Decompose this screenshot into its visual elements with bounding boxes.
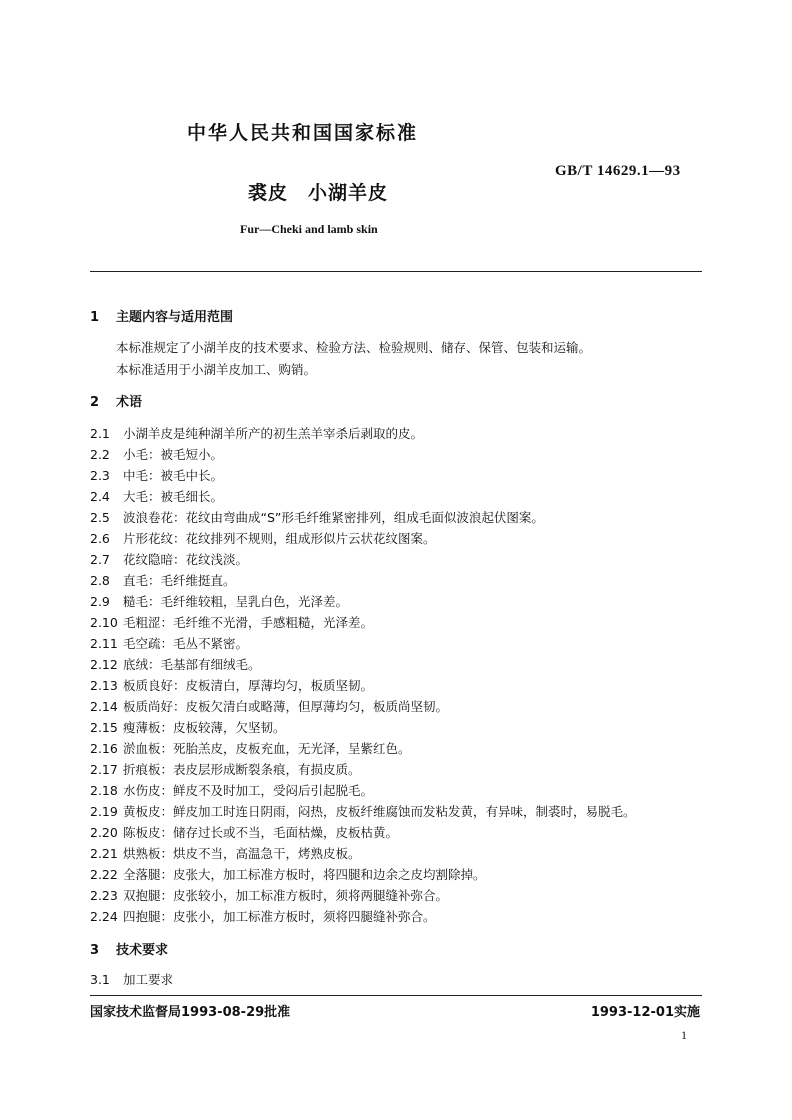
term-item bbox=[90, 718, 286, 736]
term-text: 中毛：被毛中长。 bbox=[123, 468, 224, 483]
section-3-heading bbox=[90, 939, 168, 958]
term-number: 2.7 bbox=[90, 552, 110, 567]
term-text: 小湖羊皮是纯种湖羊所产的初生羔羊宰杀后剥取的皮。 bbox=[123, 426, 424, 441]
term-item bbox=[90, 697, 448, 715]
term-text: 黄板皮：鲜皮加工时连日阴雨，闷热，皮板纤维腐蚀而发粘发黄，有异味，制裘时，易脱毛。 bbox=[123, 804, 636, 819]
term-item bbox=[90, 739, 411, 757]
term-text: 陈板皮：储存过长或不当，毛面枯燥，皮板枯黄。 bbox=[123, 825, 399, 840]
term-number: 2.1 bbox=[90, 426, 110, 441]
term-item bbox=[90, 676, 373, 694]
paragraph: 本标准适用于小湖羊皮加工、购销。 bbox=[116, 362, 317, 377]
term-text: 毛空疏：毛丛不紧密。 bbox=[123, 636, 249, 651]
term-item bbox=[90, 466, 223, 484]
term-item bbox=[90, 487, 223, 505]
subsection-number: 3.1 bbox=[90, 972, 110, 987]
term-item bbox=[90, 445, 223, 463]
approval-line: 国家技术监督局1993-08-29批准 bbox=[90, 1005, 291, 1020]
subsection-text: 加工要求 bbox=[123, 972, 174, 987]
document-subtitle-english: Fur—Cheki and lamb skin bbox=[240, 222, 378, 236]
term-number: 2.23 bbox=[90, 888, 118, 903]
section-number: 2 bbox=[90, 395, 100, 410]
term-text: 板质良好：皮板清白，厚薄均匀，板质坚韧。 bbox=[123, 678, 374, 693]
term-text: 波浪卷花：花纹由弯曲成“S”形毛纤维紧密排列，组成毛面似波浪起伏图案。 bbox=[123, 510, 544, 525]
term-item bbox=[90, 634, 248, 652]
term-text: 瘦薄板：皮板较薄，欠坚韧。 bbox=[123, 720, 286, 735]
term-text: 大毛：被毛细长。 bbox=[123, 489, 224, 504]
term-item bbox=[90, 760, 361, 778]
term-text: 折痕板：表皮层形成断裂条痕，有损皮质。 bbox=[123, 762, 361, 777]
term-number: 2.8 bbox=[90, 573, 110, 588]
term-text: 淤血板：死胎羔皮，皮板充血，无光泽，呈紫红色。 bbox=[123, 741, 411, 756]
term-number: 2.4 bbox=[90, 489, 110, 504]
term-text: 毛粗涩：毛纤维不光滑，手感粗糙，光泽差。 bbox=[123, 615, 374, 630]
term-item bbox=[90, 823, 398, 841]
term-number: 2.10 bbox=[90, 615, 118, 630]
term-item bbox=[90, 613, 373, 631]
term-item bbox=[90, 655, 261, 673]
term-text: 片形花纹：花纹排列不规则，组成形似片云状花纹图案。 bbox=[123, 531, 436, 546]
term-text: 小毛：被毛短小。 bbox=[123, 447, 224, 462]
term-text: 水伤皮：鲜皮不及时加工，受闷后引起脱毛。 bbox=[123, 783, 374, 798]
term-text: 板质尚好：皮板欠清白或略薄，但厚薄均匀，板质尚坚韧。 bbox=[123, 699, 449, 714]
section-title: 主题内容与适用范围 bbox=[116, 310, 234, 325]
term-item bbox=[90, 592, 348, 610]
term-item bbox=[90, 844, 361, 862]
section-1-heading bbox=[90, 306, 233, 325]
section-2-heading bbox=[90, 391, 142, 410]
term-number: 2.19 bbox=[90, 804, 118, 819]
term-item bbox=[90, 907, 436, 925]
term-number: 2.22 bbox=[90, 867, 118, 882]
term-item bbox=[90, 802, 636, 820]
term-item bbox=[90, 886, 448, 904]
term-item bbox=[90, 865, 486, 883]
term-number: 2.9 bbox=[90, 594, 110, 609]
term-number: 2.17 bbox=[90, 762, 118, 777]
term-item bbox=[90, 571, 236, 589]
term-text: 全落腿：皮张大，加工标准方板时，将四腿和边余之皮均割除掉。 bbox=[123, 867, 486, 882]
term-number: 2.12 bbox=[90, 657, 118, 672]
term-text: 糙毛：毛纤维较粗，呈乳白色，光泽差。 bbox=[123, 594, 349, 609]
term-text: 花纹隐暗：花纹浅淡。 bbox=[123, 552, 249, 567]
term-number: 2.13 bbox=[90, 678, 118, 693]
term-number: 2.14 bbox=[90, 699, 118, 714]
header-divider bbox=[90, 271, 702, 272]
section-title: 术语 bbox=[116, 395, 143, 410]
term-text: 直毛：毛纤维挺直。 bbox=[123, 573, 236, 588]
subsection-item bbox=[90, 970, 173, 988]
footer-divider bbox=[90, 995, 702, 996]
national-standard-heading: 中华人民共和国国家标准 bbox=[187, 122, 419, 144]
term-number: 2.16 bbox=[90, 741, 118, 756]
document-title: 裘皮 小湖羊皮 bbox=[248, 182, 389, 204]
term-item bbox=[90, 529, 436, 547]
term-number: 2.18 bbox=[90, 783, 118, 798]
term-text: 底绒：毛基部有细绒毛。 bbox=[123, 657, 261, 672]
paragraph: 本标准规定了小湖羊皮的技术要求、检验方法、检验规则、储存、保管、包装和运输。 bbox=[116, 340, 592, 355]
page-number: 1 bbox=[681, 1028, 687, 1042]
term-number: 2.3 bbox=[90, 468, 110, 483]
term-text: 四抱腿：皮张小，加工标准方板时，须将四腿缝补弥合。 bbox=[123, 909, 436, 924]
term-number: 2.11 bbox=[90, 636, 118, 651]
term-item bbox=[90, 781, 373, 799]
implementation-line: 1993-12-01实施 bbox=[590, 1005, 700, 1020]
term-item bbox=[90, 424, 423, 442]
term-text: 双抱腿：皮张较小，加工标准方板时，须将两腿缝补弥合。 bbox=[123, 888, 449, 903]
term-number: 2.15 bbox=[90, 720, 118, 735]
term-number: 2.6 bbox=[90, 531, 110, 546]
term-number: 2.2 bbox=[90, 447, 110, 462]
section-number: 3 bbox=[90, 943, 100, 958]
term-text: 烘熟板：烘皮不当，高温急干，烤熟皮板。 bbox=[123, 846, 361, 861]
term-item bbox=[90, 508, 544, 526]
term-number: 2.5 bbox=[90, 510, 110, 525]
standard-code: GB/T 14629.1—93 bbox=[555, 163, 681, 179]
section-title: 技术要求 bbox=[116, 943, 169, 958]
section-number: 1 bbox=[90, 310, 100, 325]
term-number: 2.20 bbox=[90, 825, 118, 840]
term-number: 2.24 bbox=[90, 909, 118, 924]
term-item bbox=[90, 550, 248, 568]
term-number: 2.21 bbox=[90, 846, 118, 861]
